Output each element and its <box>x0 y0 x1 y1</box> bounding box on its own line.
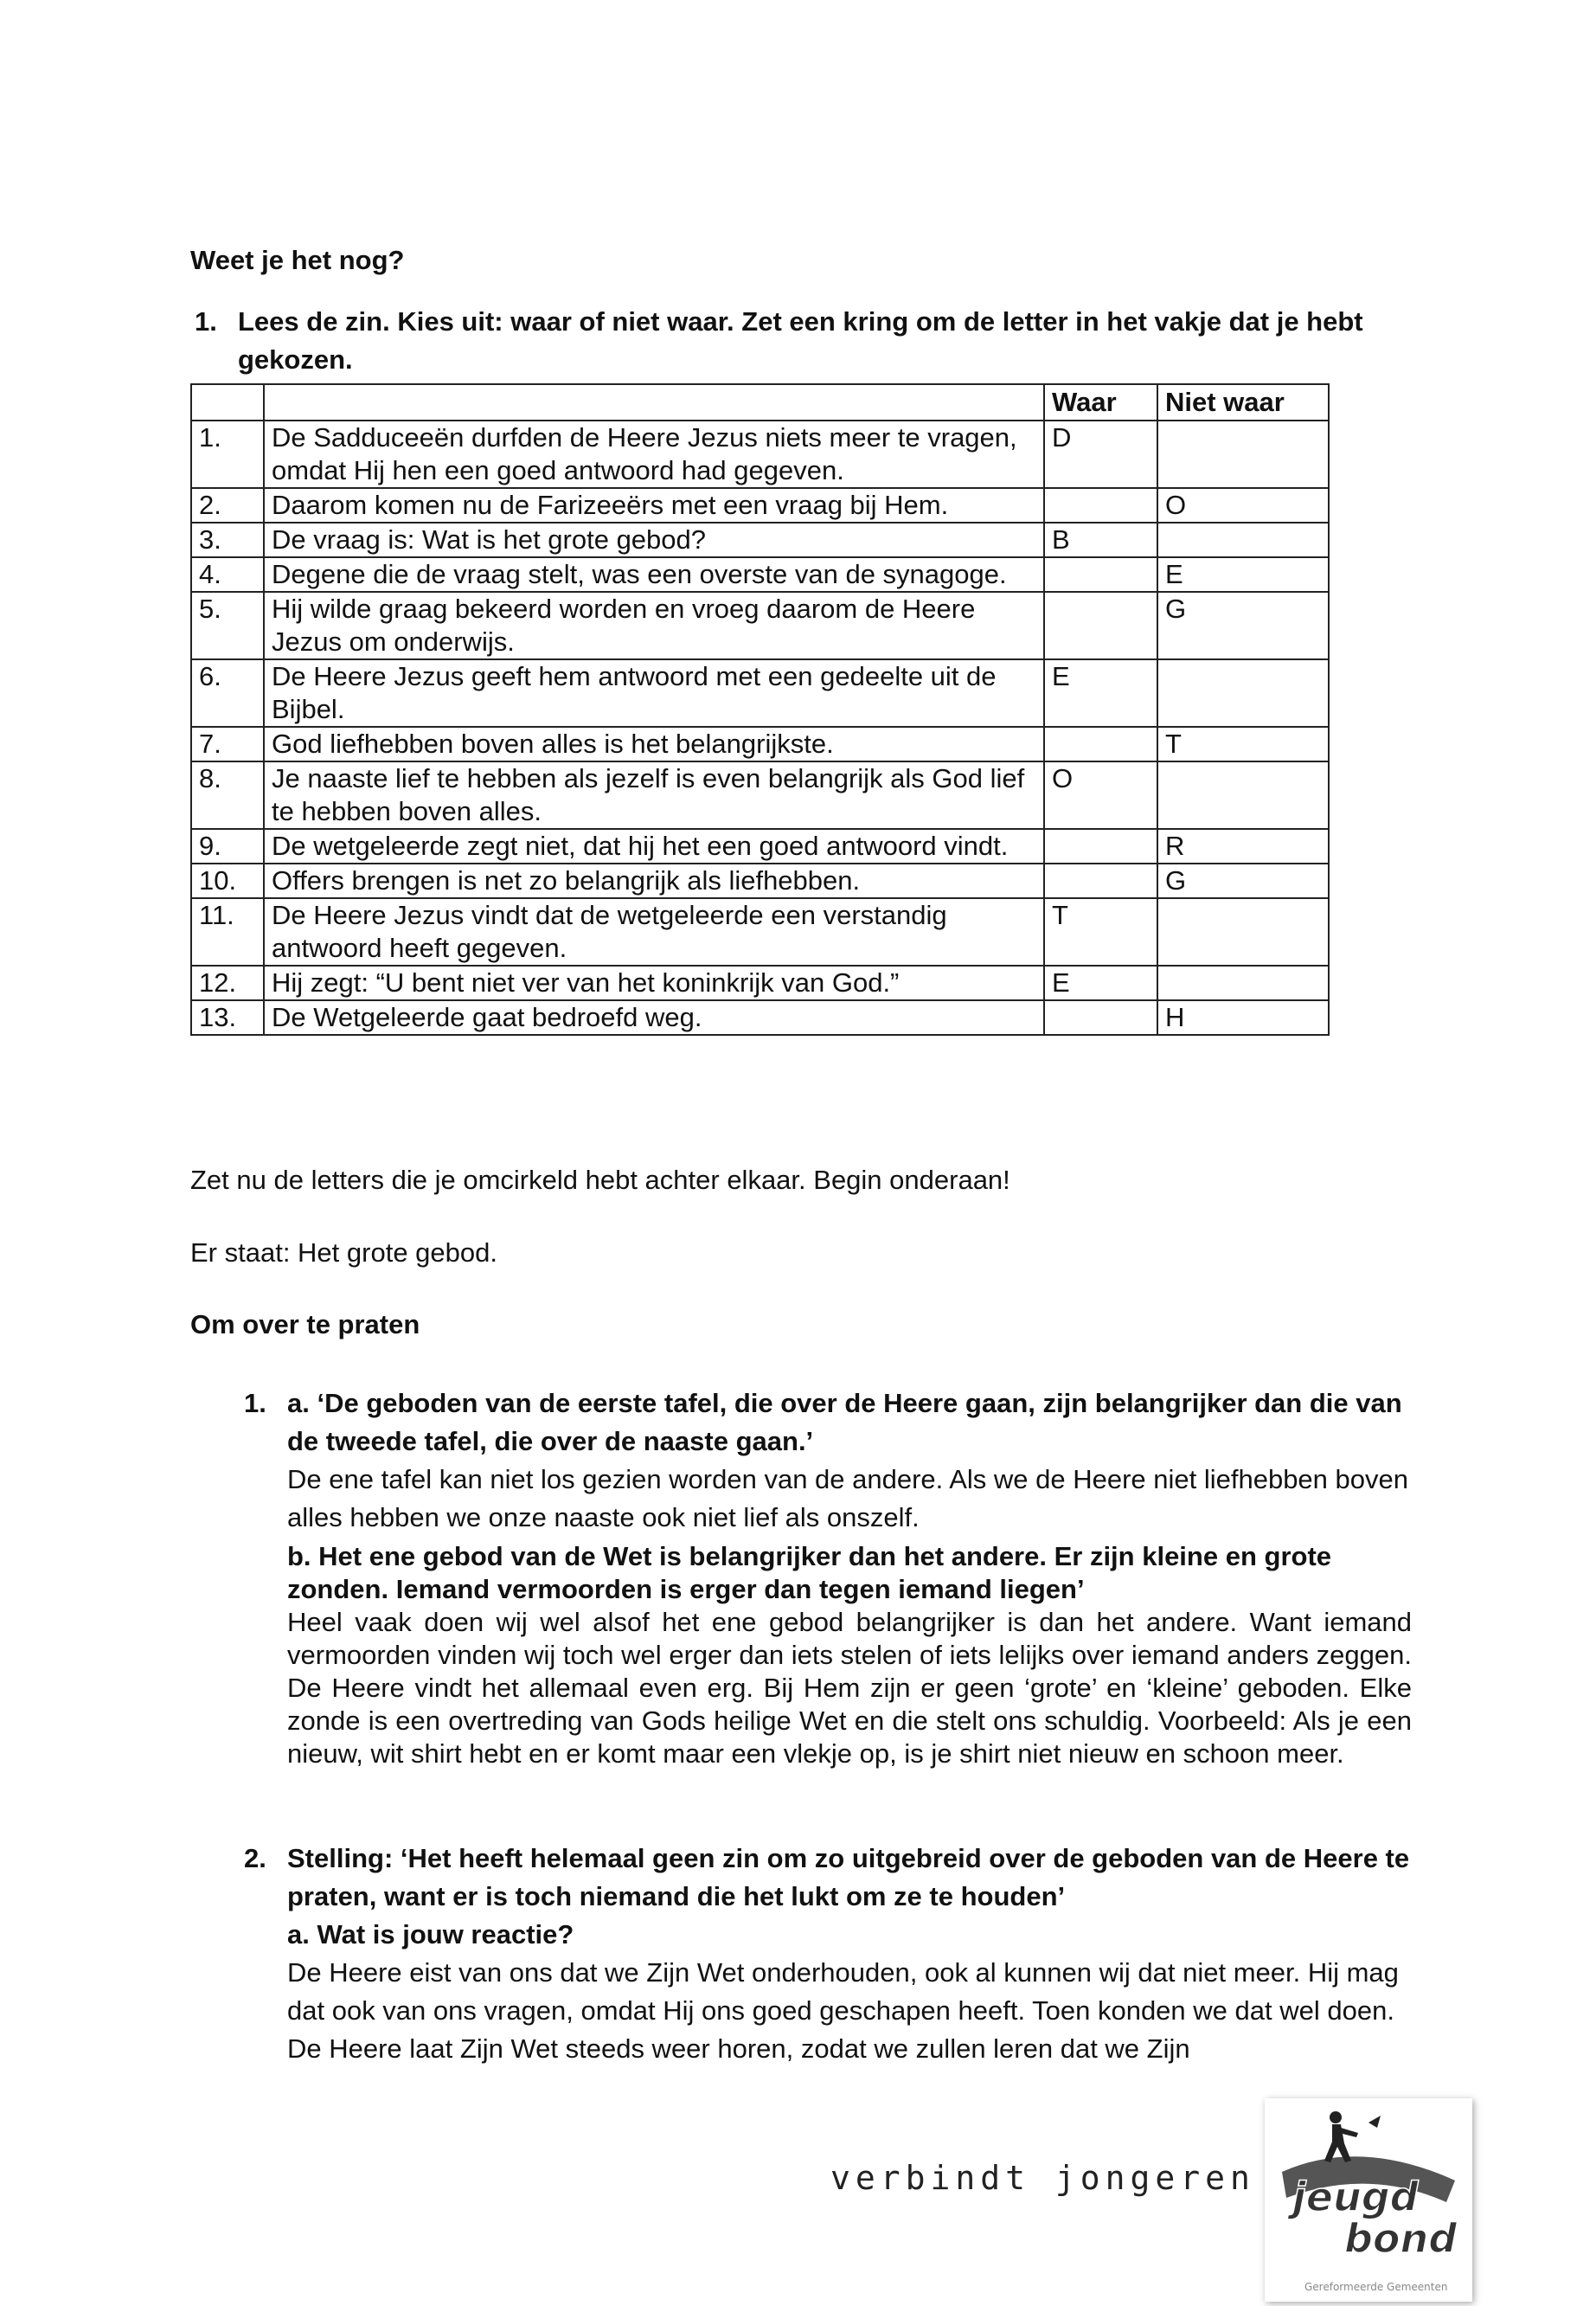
walker-icon <box>1324 2111 1381 2162</box>
row-waar-letter <box>1044 592 1157 659</box>
row-waar-letter <box>1044 727 1157 761</box>
logo-graphic <box>1265 2098 1472 2302</box>
logo-word-bond: bond <box>1344 2215 1458 2262</box>
row-statement: Hij wilde graag bekeerd worden en vroeg daarom de Heere Jezus om onderwijs. <box>264 592 1044 659</box>
table-header-row <box>191 384 1329 421</box>
header-niet-waar: Niet waar <box>1157 384 1329 421</box>
table-row <box>191 898 1329 966</box>
row-number: 11. <box>191 898 264 966</box>
row-niet-waar-letter <box>1157 421 1329 488</box>
row-number: 5. <box>191 592 264 659</box>
answer-a: De ene tafel kan niet los gezien worden van de andere. Als we de Heere niet liefhebben boven alles hebben we onze naaste ook niet lief als onszelf. <box>287 1464 1408 1532</box>
row-statement: De Heere Jezus geeft hem antwoord met een gedeelte uit de Bijbel. <box>264 659 1044 727</box>
table-row <box>191 421 1329 488</box>
header-waar: Waar <box>1044 384 1157 421</box>
answer-b: Heel vaak doen wij wel alsof het ene gebod belangrijker is dan het andere. Want iemand vermoorden vinden wij toch wel erger dan iets stelen of iets lelijks over iemand anders zeggen. De Heere vindt het allemaal even erg. Bij Hem zijn er geen ‘grote’ en ‘kleine’ geboden. Elke zonde is een overtreding van Gods heilige Wet en die stelt ons schuldig. Voorbeeld: Als je een nieuw, wit shirt hebt en er komt maar een vlekje op, is je shirt niet nieuw en schoon meer. <box>287 1607 1412 1769</box>
table-row <box>191 829 1329 864</box>
row-statement: Je naaste lief te hebben als jezelf is even belangrijk als God lief te hebben boven alles. <box>264 761 1044 829</box>
row-statement: Daarom komen nu de Farizeeërs met een vraag bij Hem. <box>264 488 1044 523</box>
row-waar-letter <box>1044 488 1157 523</box>
row-waar-letter: O <box>1044 761 1157 829</box>
jeugdbond-logo <box>1265 2098 1472 2302</box>
discuss-item-1 <box>244 1384 1412 1770</box>
row-waar-letter: E <box>1044 659 1157 727</box>
table-row <box>191 864 1329 898</box>
table-row <box>191 727 1329 761</box>
question-1 <box>195 303 1414 379</box>
discuss-item-2 <box>244 1840 1412 2068</box>
footer-tagline: verbindt jongeren <box>830 2159 1255 2197</box>
row-statement: De Sadduceeën durfden de Heere Jezus niets meer te vragen, omdat Hij hen een goed antwoord had gegeven. <box>264 421 1044 488</box>
row-waar-letter <box>1044 1000 1157 1035</box>
row-statement: Offers brengen is net zo belangrijk als liefhebben. <box>264 864 1044 898</box>
statement: Stelling: ‘Het heeft helemaal geen zin om zo uitgebreid over de geboden van de Heere te praten, want er is toch niemand die het lukt om ze te houden’ <box>287 1843 1410 1911</box>
row-waar-letter: T <box>1044 898 1157 966</box>
header-num <box>191 384 264 421</box>
row-statement: Hij zegt: “U bent niet ver van het koninkrijk van God.” <box>264 966 1044 1000</box>
row-number: 8. <box>191 761 264 829</box>
row-niet-waar-letter: R <box>1157 829 1329 864</box>
true-false-table <box>190 383 1330 1036</box>
table-row <box>191 592 1329 659</box>
table-row <box>191 557 1329 592</box>
row-number: 9. <box>191 829 264 864</box>
row-statement: De vraag is: Wat is het grote gebod? <box>264 523 1044 557</box>
row-niet-waar-letter <box>1157 659 1329 727</box>
row-waar-letter <box>1044 864 1157 898</box>
statement-b: b. Het ene gebod van de Wet is belangrijker dan het andere. Er zijn kleine en grote zonden. Iemand vermoorden is erger dan tegen iemand liegen’ <box>287 1541 1332 1604</box>
logo-subtitle: Gereformeerde Gemeenten <box>1304 2281 1448 2293</box>
item-number: 1. <box>244 1388 266 1418</box>
row-niet-waar-letter: E <box>1157 557 1329 592</box>
row-number: 2. <box>191 488 264 523</box>
row-number: 10. <box>191 864 264 898</box>
row-niet-waar-letter <box>1157 761 1329 829</box>
row-statement: God liefhebben boven alles is het belangrijkste. <box>264 727 1044 761</box>
question-number: 1. <box>195 306 217 337</box>
table-row <box>191 966 1329 1000</box>
logo-word-jeugd: jeugd <box>1292 2174 1419 2220</box>
page-title: Weet je het nog? <box>190 245 405 275</box>
table-row <box>191 488 1329 523</box>
row-waar-letter <box>1044 829 1157 864</box>
row-niet-waar-letter: G <box>1157 864 1329 898</box>
question-a: a. Wat is jouw reactie? <box>287 1919 574 1950</box>
row-waar-letter <box>1044 557 1157 592</box>
row-niet-waar-letter: O <box>1157 488 1329 523</box>
table-row <box>191 1000 1329 1035</box>
item-number: 2. <box>244 1843 266 1873</box>
answer-text: Er staat: Het grote gebod. <box>190 1237 497 1268</box>
answer-a: De Heere eist van ons dat we Zijn Wet onderhouden, ook al kunnen wij dat niet meer. Hij mag dat ook van ons vragen, omdat Hij ons goed geschapen heeft. Toen konden we dat wel doen. De Heere laat Zijn Wet steeds weer horen, zodat we zullen leren dat we Zijn <box>287 1957 1399 2064</box>
row-niet-waar-letter <box>1157 523 1329 557</box>
row-statement: De wetgeleerde zegt niet, dat hij het een goed antwoord vindt. <box>264 829 1044 864</box>
question-text: Lees de zin. Kies uit: waar of niet waar. Zet een kring om de letter in het vakje dat je hebt gekozen. <box>238 306 1363 375</box>
row-niet-waar-letter <box>1157 966 1329 1000</box>
row-niet-waar-letter: G <box>1157 592 1329 659</box>
instruction-text: Zet nu de letters die je omcirkeld hebt achter elkaar. Begin onderaan! <box>190 1165 1010 1195</box>
header-statement <box>264 384 1044 421</box>
discuss-heading: Om over te praten <box>190 1309 420 1339</box>
row-niet-waar-letter: T <box>1157 727 1329 761</box>
row-number: 6. <box>191 659 264 727</box>
table-row <box>191 761 1329 829</box>
row-number: 13. <box>191 1000 264 1035</box>
row-niet-waar-letter: H <box>1157 1000 1329 1035</box>
table-row <box>191 523 1329 557</box>
row-statement: Degene die de vraag stelt, was een overste van de synagoge. <box>264 557 1044 592</box>
statement-a: a. ‘De geboden van de eerste tafel, die over de Heere gaan, zijn belangrijker dan die van de tweede tafel, die over de naaste gaan.’ <box>287 1388 1402 1456</box>
row-number: 7. <box>191 727 264 761</box>
row-waar-letter: B <box>1044 523 1157 557</box>
table-row <box>191 659 1329 727</box>
row-statement: De Wetgeleerde gaat bedroefd weg. <box>264 1000 1044 1035</box>
row-number: 3. <box>191 523 264 557</box>
row-waar-letter: E <box>1044 966 1157 1000</box>
row-niet-waar-letter <box>1157 898 1329 966</box>
row-statement: De Heere Jezus vindt dat de wetgeleerde een verstandig antwoord heeft gegeven. <box>264 898 1044 966</box>
row-number: 4. <box>191 557 264 592</box>
row-number: 12. <box>191 966 264 1000</box>
row-waar-letter: D <box>1044 421 1157 488</box>
row-number: 1. <box>191 421 264 488</box>
